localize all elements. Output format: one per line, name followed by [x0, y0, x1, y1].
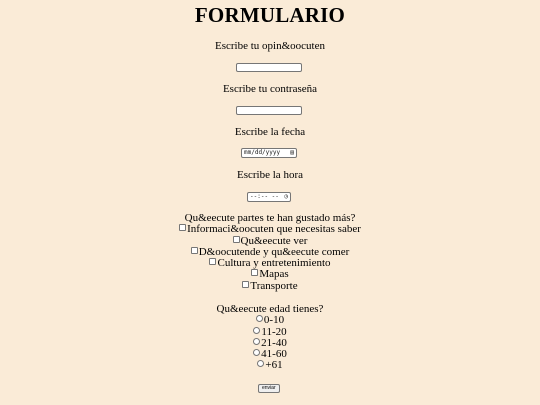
time-input[interactable]: [247, 192, 291, 202]
age-option-61-plus[interactable]: +61: [0, 360, 540, 371]
checkbox[interactable]: [233, 236, 240, 243]
time-label: Escribe la hora: [237, 169, 303, 181]
checkbox[interactable]: [251, 269, 258, 276]
checkbox[interactable]: [209, 258, 216, 265]
likes-option-donde-comer[interactable]: D&oocutende y qu&eecute comer: [0, 247, 540, 258]
date-label: Escribe la fecha: [234, 126, 306, 138]
radio[interactable]: [257, 360, 264, 367]
likes-option-mapas[interactable]: Mapas: [0, 269, 540, 280]
age-option-41-60[interactable]: 41-60: [0, 349, 540, 360]
likes-option-informacion[interactable]: Informaci&oocuten que necesitas saber: [0, 224, 540, 235]
radio[interactable]: [253, 349, 260, 356]
likes-question: Qu&eecute partes te han gustado más?: [184, 212, 356, 224]
page-title: FORMULARIO: [194, 3, 346, 27]
age-option-21-40[interactable]: 21-40: [0, 338, 540, 349]
opinion-input[interactable]: [236, 63, 302, 72]
date-placeholder: mm/dd/yyyy: [244, 149, 281, 156]
age-group: [0, 304, 540, 372]
checkbox[interactable]: [191, 247, 198, 254]
radio[interactable]: [253, 338, 260, 345]
age-question: Qu&eecute edad tienes?: [216, 303, 324, 315]
opinion-label: Escribe tu opin&oocuten: [215, 40, 325, 52]
radio[interactable]: [256, 315, 263, 322]
radio[interactable]: [253, 327, 260, 334]
likes-group: [0, 213, 540, 292]
age-option-0-10[interactable]: 0-10: [0, 315, 540, 326]
likes-option-que-ver[interactable]: Qu&eecute ver: [0, 236, 540, 247]
age-option-11-20[interactable]: 11-20: [0, 327, 540, 338]
clock-icon[interactable]: ◷: [284, 193, 288, 200]
time-placeholder: --:-- --: [250, 193, 279, 200]
checkbox[interactable]: [242, 281, 249, 288]
likes-option-cultura[interactable]: Cultura y entretenimiento: [0, 258, 540, 269]
date-input[interactable]: [241, 148, 297, 158]
likes-option-transporte[interactable]: Transporte: [0, 281, 540, 292]
calendar-icon[interactable]: ▤: [290, 149, 294, 156]
password-label: Escribe tu contraseña: [222, 83, 318, 95]
submit-button[interactable]: enviar: [258, 384, 280, 393]
checkbox[interactable]: [179, 224, 186, 231]
password-input[interactable]: [236, 106, 302, 115]
